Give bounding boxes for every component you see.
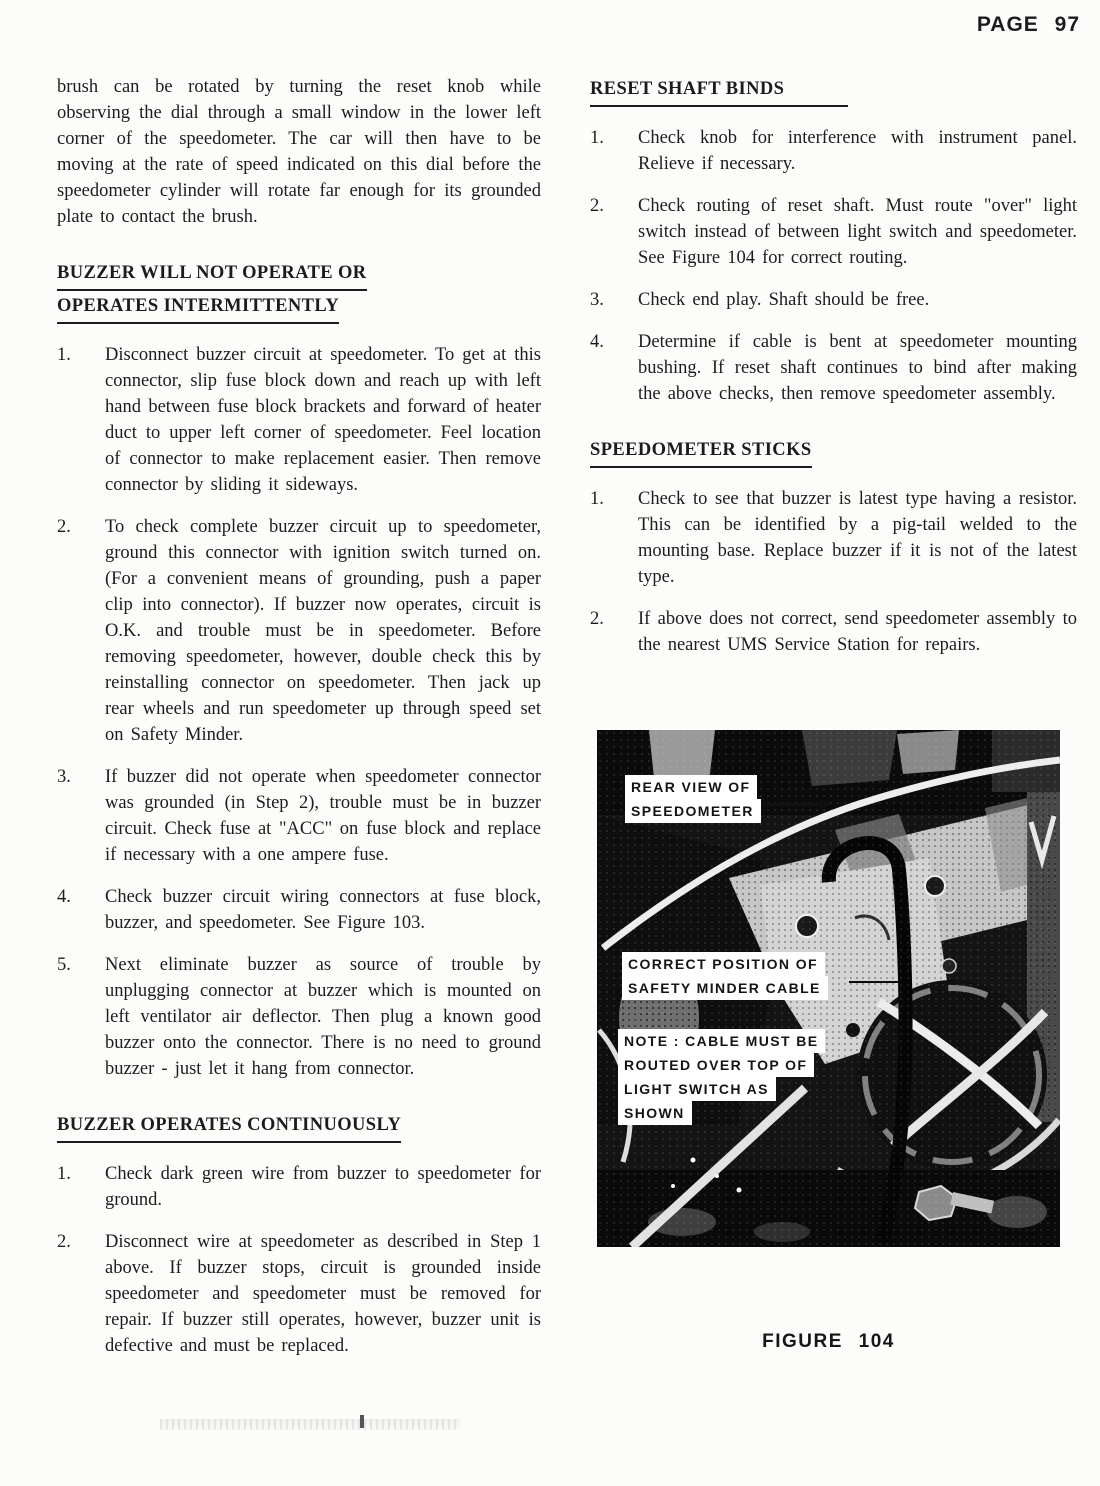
photo-label-line: LIGHT SWITCH AS xyxy=(618,1077,776,1101)
item-number: 2. xyxy=(590,609,604,629)
item-number: 1. xyxy=(57,1164,71,1184)
item-number: 5. xyxy=(57,955,71,975)
photo-label-line: SPEEDOMETER xyxy=(625,799,761,823)
list-item xyxy=(590,125,1077,177)
item-text: Check to see that buzzer is latest type having a resistor. This can be identified by a pig-tail welded to the mounting base. Replace buzzer if it is not of the latest type. xyxy=(638,489,1077,587)
heading-line: BUZZER WILL NOT OPERATE OR xyxy=(57,258,367,291)
heading-line: OPERATES INTERMITTENTLY xyxy=(57,291,339,324)
list-item xyxy=(57,514,541,748)
item-number: 3. xyxy=(57,767,71,787)
item-number: 1. xyxy=(590,128,604,148)
list-item xyxy=(57,952,541,1082)
heading-line: SPEEDOMETER STICKS xyxy=(590,435,812,468)
photo-label-line: REAR VIEW OF xyxy=(625,775,757,799)
photo-label-note-cable-routing xyxy=(618,1029,825,1125)
list-item xyxy=(57,1229,541,1359)
item-text: If buzzer did not operate when speedometer connector was grounded (in Step 2), trouble must be in buzzer circuit. Check fuse at "ACC" on fuse block and replace if necessary with a one ampere fuse. xyxy=(105,767,541,865)
item-number: 4. xyxy=(590,332,604,352)
section-heading xyxy=(590,435,1077,468)
heading-line: RESET SHAFT BINDS xyxy=(590,74,848,107)
item-text: If above does not correct, send speedometer assembly to the nearest UMS Service Station for repairs. xyxy=(638,609,1077,655)
item-text: Determine if cable is bent at speedometer mounting bushing. If reset shaft continues to bind after making the above checks, then remove speedometer assembly. xyxy=(638,332,1077,404)
section-reset-shaft-binds xyxy=(590,74,1077,407)
photo-label-line: NOTE : CABLE MUST BE xyxy=(618,1029,825,1053)
scan-artifact xyxy=(160,1419,460,1430)
item-number: 2. xyxy=(57,517,71,537)
item-number: 3. xyxy=(590,290,604,310)
section-heading xyxy=(57,258,541,324)
item-number: 1. xyxy=(57,345,71,365)
section-buzzer-operates-continuously xyxy=(57,1110,541,1359)
list-item xyxy=(57,884,541,936)
page-number: PAGE 97 xyxy=(976,13,1080,36)
item-text: Next eliminate buzzer as source of trouble by unplugging connector at buzzer which is mounted on left ventilator air deflector. Then plug a known good buzzer onto the connector. There is no need to ground buzzer - just let it hang from connector. xyxy=(105,955,541,1079)
list-item xyxy=(57,764,541,868)
item-text: Check knob for interference with instrument panel. Relieve if necessary. xyxy=(638,128,1077,174)
section-speedometer-sticks xyxy=(590,435,1077,658)
label-arrow xyxy=(763,803,821,806)
section-heading xyxy=(57,1110,541,1143)
item-text: Check dark green wire from buzzer to speedometer for ground. xyxy=(105,1164,541,1210)
list-item xyxy=(57,342,541,498)
section-buzzer-will-not-operate xyxy=(57,258,541,1082)
right-column xyxy=(590,74,1077,1353)
photo-label-line: SHOWN xyxy=(618,1101,692,1125)
list-item xyxy=(590,193,1077,271)
figure-104-photo xyxy=(597,730,1060,1247)
item-text: Check buzzer circuit wiring connectors at fuse block, buzzer, and speedometer. See Figure 103. xyxy=(105,887,541,933)
photo-label-line: ROUTED OVER TOP OF xyxy=(618,1053,814,1077)
photo-label-correct-position xyxy=(622,952,828,1000)
list-item xyxy=(57,1161,541,1213)
item-text: Check routing of reset shaft. Must route "over" light switch instead of between light switch and speedometer. See Figure 104 for correct routing. xyxy=(638,196,1077,268)
list-item xyxy=(590,329,1077,407)
photo-label-line: CORRECT POSITION OF xyxy=(622,952,825,976)
item-number: 2. xyxy=(57,1232,71,1252)
item-number: 2. xyxy=(590,196,604,216)
heading-line: BUZZER OPERATES CONTINUOUSLY xyxy=(57,1110,401,1143)
intro-paragraph: brush can be rotated by turning the reset knob while observing the dial through a small window in the lower left corner of the speedometer. The car will then have to be moving at the rate of speed indicated on this dial before the speedometer cylinder will rotate far enough for its grounded plate to contact the brush. xyxy=(57,77,541,227)
item-text: Disconnect wire at speedometer as described in Step 1 above. If buzzer stops, circuit is grounded inside speedometer and speedometer must be removed for repair. If buzzer still operates, however, buzzer unit is defective and must be replaced. xyxy=(105,1232,541,1356)
figure-caption: FIGURE 104 xyxy=(762,1331,895,1352)
left-column xyxy=(57,74,541,1375)
photo-label-line: SAFETY MINDER CABLE xyxy=(622,976,828,1000)
label-connector-line xyxy=(849,981,899,983)
item-number: 4. xyxy=(57,887,71,907)
list-item xyxy=(590,287,1077,313)
item-text: Check end play. Shaft should be free. xyxy=(638,290,930,310)
item-text: To check complete buzzer circuit up to speedometer, ground this connector with ignition switch turned on. (For a convenient means of grounding, push a paper clip into connector). If buzzer now operates, circuit is O.K. and trouble must be in speedometer. Before removing speedometer, however, double check this by reinstalling connector on speedometer. Then jack up rear wheels and run speedometer up through speed set on Safety Minder. xyxy=(105,517,541,745)
list-item xyxy=(590,486,1077,590)
list-item xyxy=(590,606,1077,658)
photo-label-rear-view xyxy=(625,775,761,823)
item-text: Disconnect buzzer circuit at speedometer. To get at this connector, slip fuse block down and reach up with left hand between fuse block brackets and forward of heater duct to upper left corner of speedometer. Feel location of connector to make replacement easier. Then remove connector by sliding it sideways. xyxy=(105,345,541,495)
section-heading xyxy=(590,74,1077,107)
item-number: 1. xyxy=(590,489,604,509)
